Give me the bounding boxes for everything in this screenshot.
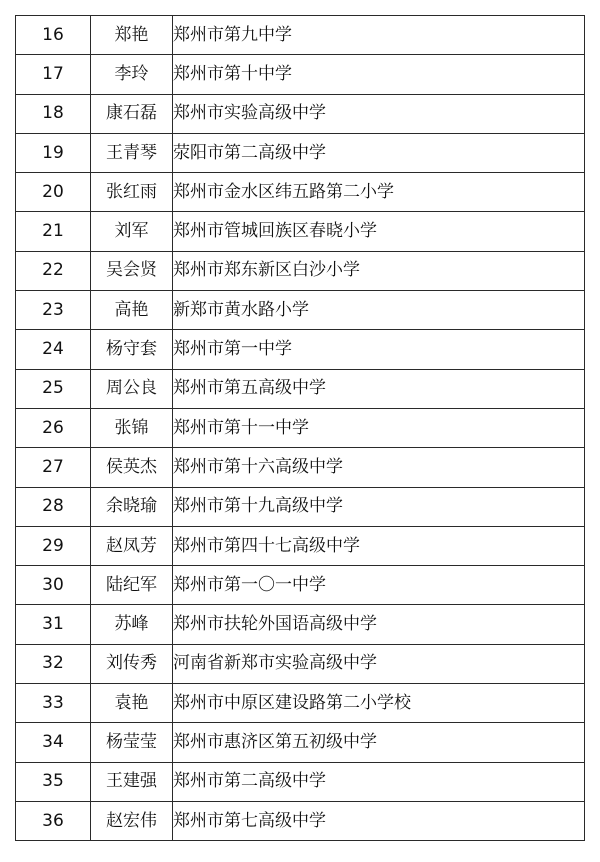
person-name-cell: 郑艳 xyxy=(91,16,173,55)
school-name-cell: 郑州市惠济区第五初级中学 xyxy=(173,723,585,762)
table-row xyxy=(16,408,585,447)
person-name-cell: 赵凤芳 xyxy=(91,526,173,565)
table-row xyxy=(16,566,585,605)
school-name-cell: 郑州市第十一中学 xyxy=(173,408,585,447)
person-name-cell: 高艳 xyxy=(91,291,173,330)
row-number-cell: 18 xyxy=(16,94,91,133)
school-name-cell: 郑州市实验高级中学 xyxy=(173,94,585,133)
row-number-cell: 16 xyxy=(16,16,91,55)
school-name-cell: 郑州市第五高级中学 xyxy=(173,369,585,408)
row-number-cell: 33 xyxy=(16,684,91,723)
table-row xyxy=(16,369,585,408)
table-row xyxy=(16,251,585,290)
table-row xyxy=(16,212,585,251)
row-number-cell: 25 xyxy=(16,369,91,408)
school-name-cell: 郑州市第一中学 xyxy=(173,330,585,369)
school-name-cell: 郑州市第二高级中学 xyxy=(173,762,585,801)
row-number-cell: 34 xyxy=(16,723,91,762)
person-name-cell: 康石磊 xyxy=(91,94,173,133)
person-name-cell: 张红雨 xyxy=(91,173,173,212)
person-name-cell: 王建强 xyxy=(91,762,173,801)
row-number-cell: 26 xyxy=(16,408,91,447)
person-name-cell: 赵宏伟 xyxy=(91,801,173,840)
row-number-cell: 19 xyxy=(16,133,91,172)
school-name-cell: 郑州市第四十七高级中学 xyxy=(173,526,585,565)
person-name-cell: 吴会贤 xyxy=(91,251,173,290)
table-row xyxy=(16,448,585,487)
row-number-cell: 17 xyxy=(16,55,91,94)
table-row xyxy=(16,526,585,565)
school-name-cell: 郑州市金水区纬五路第二小学 xyxy=(173,173,585,212)
person-name-cell: 余晓瑜 xyxy=(91,487,173,526)
person-name-cell: 苏峰 xyxy=(91,605,173,644)
school-name-cell: 河南省新郑市实验高级中学 xyxy=(173,644,585,683)
row-number-cell: 29 xyxy=(16,526,91,565)
table-row xyxy=(16,487,585,526)
school-name-cell: 郑州市第一〇一中学 xyxy=(173,566,585,605)
row-number-cell: 36 xyxy=(16,801,91,840)
roster-table xyxy=(15,15,585,841)
table-row xyxy=(16,762,585,801)
table-row xyxy=(16,291,585,330)
school-name-cell: 郑州市第十中学 xyxy=(173,55,585,94)
table-row xyxy=(16,94,585,133)
person-name-cell: 袁艳 xyxy=(91,684,173,723)
table-row xyxy=(16,173,585,212)
school-name-cell: 荥阳市第二高级中学 xyxy=(173,133,585,172)
row-number-cell: 32 xyxy=(16,644,91,683)
row-number-cell: 30 xyxy=(16,566,91,605)
person-name-cell: 陆纪军 xyxy=(91,566,173,605)
table-row xyxy=(16,723,585,762)
row-number-cell: 35 xyxy=(16,762,91,801)
school-name-cell: 郑州市郑东新区白沙小学 xyxy=(173,251,585,290)
person-name-cell: 王青琴 xyxy=(91,133,173,172)
table-row xyxy=(16,684,585,723)
table-row xyxy=(16,330,585,369)
table-row xyxy=(16,801,585,840)
row-number-cell: 24 xyxy=(16,330,91,369)
school-name-cell: 郑州市第七高级中学 xyxy=(173,801,585,840)
person-name-cell: 刘传秀 xyxy=(91,644,173,683)
row-number-cell: 20 xyxy=(16,173,91,212)
person-name-cell: 周公良 xyxy=(91,369,173,408)
school-name-cell: 郑州市中原区建设路第二小学校 xyxy=(173,684,585,723)
school-name-cell: 郑州市第十九高级中学 xyxy=(173,487,585,526)
table-row xyxy=(16,605,585,644)
school-name-cell: 郑州市第十六高级中学 xyxy=(173,448,585,487)
school-name-cell: 新郑市黄水路小学 xyxy=(173,291,585,330)
row-number-cell: 31 xyxy=(16,605,91,644)
person-name-cell: 刘军 xyxy=(91,212,173,251)
school-name-cell: 郑州市管城回族区春晓小学 xyxy=(173,212,585,251)
table-row xyxy=(16,133,585,172)
row-number-cell: 27 xyxy=(16,448,91,487)
row-number-cell: 21 xyxy=(16,212,91,251)
row-number-cell: 23 xyxy=(16,291,91,330)
person-name-cell: 杨莹莹 xyxy=(91,723,173,762)
table-row xyxy=(16,55,585,94)
school-name-cell: 郑州市第九中学 xyxy=(173,16,585,55)
row-number-cell: 22 xyxy=(16,251,91,290)
roster-table-body xyxy=(16,16,585,841)
person-name-cell: 李玲 xyxy=(91,55,173,94)
person-name-cell: 杨守套 xyxy=(91,330,173,369)
table-row xyxy=(16,644,585,683)
table-row xyxy=(16,16,585,55)
person-name-cell: 侯英杰 xyxy=(91,448,173,487)
school-name-cell: 郑州市扶轮外国语高级中学 xyxy=(173,605,585,644)
row-number-cell: 28 xyxy=(16,487,91,526)
person-name-cell: 张锦 xyxy=(91,408,173,447)
